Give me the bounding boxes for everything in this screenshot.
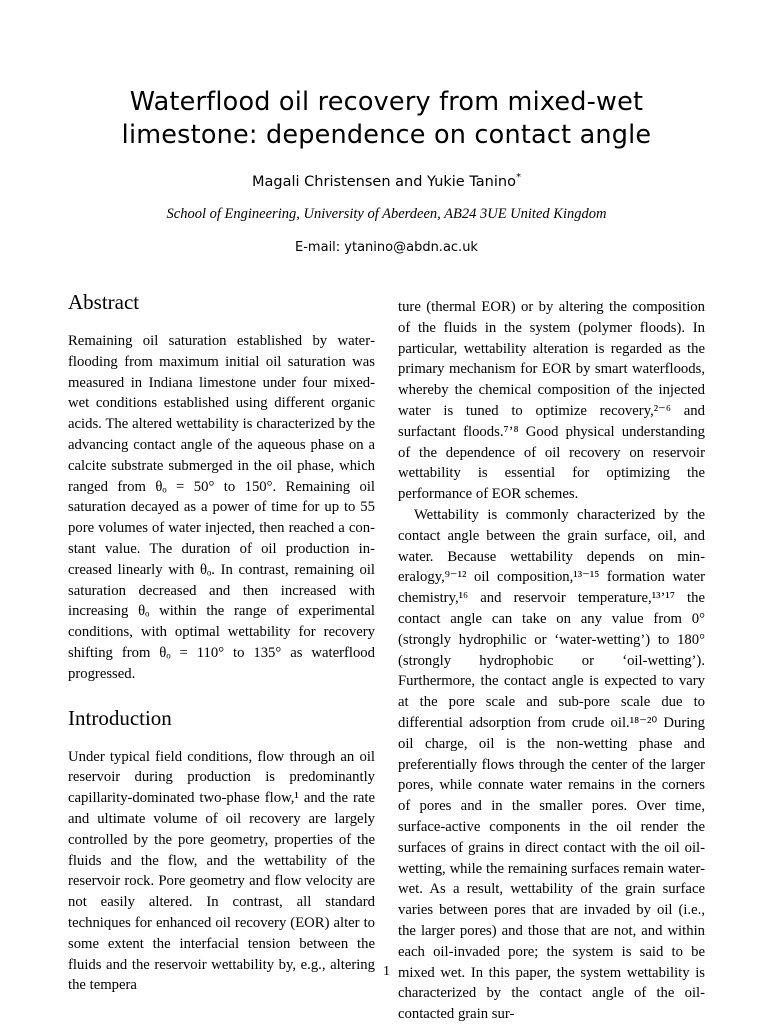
title-line-1: Waterflood oil recovery from mixed-wet bbox=[129, 87, 644, 117]
page-number: 1 bbox=[383, 964, 390, 979]
title-line-2: limestone: dependence on contact angle bbox=[121, 120, 652, 150]
paper-title bbox=[0, 86, 773, 152]
abstract-text: Remaining oil saturation established by waterflooding from maximum initial oil saturation was measured in Indiana limestone under four mixed-wet conditions established using different organic acids. The altered wettability is characterized by the advancing contact angle of the aqueous phase on a calcite substrate submerged in the oil phase, which ranged from θₒ = 50° to 150°. Remaining oil saturation decayed as a power of time for up to 55 pore volumes of water injected, then reached a constant value. The duration of oil production increased linearly with θₒ. In contrast, remaining oil saturation decreased and then increased with increasing θₒ within the range of experimental conditions, with optimal wettability for recovery shifting from θₒ = 110° to 135° as waterflood progressed. bbox=[68, 333, 375, 682]
affiliation: School of Engineering, University of Aberdeen, AB24 3UE United Kingdom bbox=[166, 206, 607, 222]
right-column bbox=[398, 297, 705, 1025]
introduction-paragraph-1-end: ture (thermal EOR) or by altering the composition of the fluids in the system (polymer floods). In particular, wettability alteration is regarded as the primary mechanism for EOR by smart waterfloods, whereby the chemical composition of the injected water is tuned to optimize recovery,²⁻⁶ and surfactant floods.⁷’⁸ Good physical understanding of the dependence of oil recovery on reservoir wettability is essential for optimizing the performance of EOR schemes. bbox=[398, 299, 705, 503]
left-column bbox=[68, 289, 375, 996]
introduction-paragraph-1-start: Under typical field conditions, flow through an oil reservoir during production is predominantly capillarity-dominated two-phase flow,¹ and the rate and ultimate volume of oil recovery are largely controlled by the pore geometry, properties of the fluids and the flow, and the wettability of the reservoir rock. Pore geometry and flow velocity are not easily altered. In contrast, all standard techniques for enhanced oil recovery (EOR) alter to some extent the interfacial tension between the fluids and the reservoir wettability by, e.g., altering the tempera bbox=[68, 748, 375, 994]
introduction-heading: Introduction bbox=[68, 705, 172, 730]
contact-email[interactable]: E-mail: ytanino@abdn.ac.uk bbox=[295, 240, 478, 255]
author-names: Magali Christensen and Yukie Tanino bbox=[252, 173, 516, 190]
corresponding-author-mark: * bbox=[515, 172, 521, 183]
author-list bbox=[0, 172, 773, 190]
abstract-heading: Abstract bbox=[68, 290, 140, 314]
introduction-paragraph-2: Wettability is commonly characterized by the contact angle between the grain surface, oil, and water. Because wettability depends on mineralogy,⁹⁻¹² oil composition,¹³⁻¹⁵ formation water chemistry,¹⁶ and reservoir temperature,¹³’¹⁷ the contact angle can take on any value from 0° (strongly hydrophilic or ‘water-wetting’) to 180° (strongly hydrophobic or ‘oil-wetting’). Furthermore, the contact angle is expected to vary at the pore scale and sub-pore scale due to differential adsorption from crude oil.¹⁸⁻²⁰ During oil charge, oil is the non-wetting phase and preferentially flows through the center of the larger pores, while connate water remains in the corners of pores and in the smaller pores. Over time, surface-active components in the oil render the surfaces of grains in direct contact with the oil oil-wetting, while the remaining surfaces remain water-wet. As a result, wettability of the grain surface varies between pores that are invaded by oil (i.e., the larger pores) and those that are not, and within each oil-invaded pore; the system is said to be mixed wet. In this paper, the system wettability is characterized by the contact angle of the oil-contacted grain sur- bbox=[398, 506, 705, 1023]
